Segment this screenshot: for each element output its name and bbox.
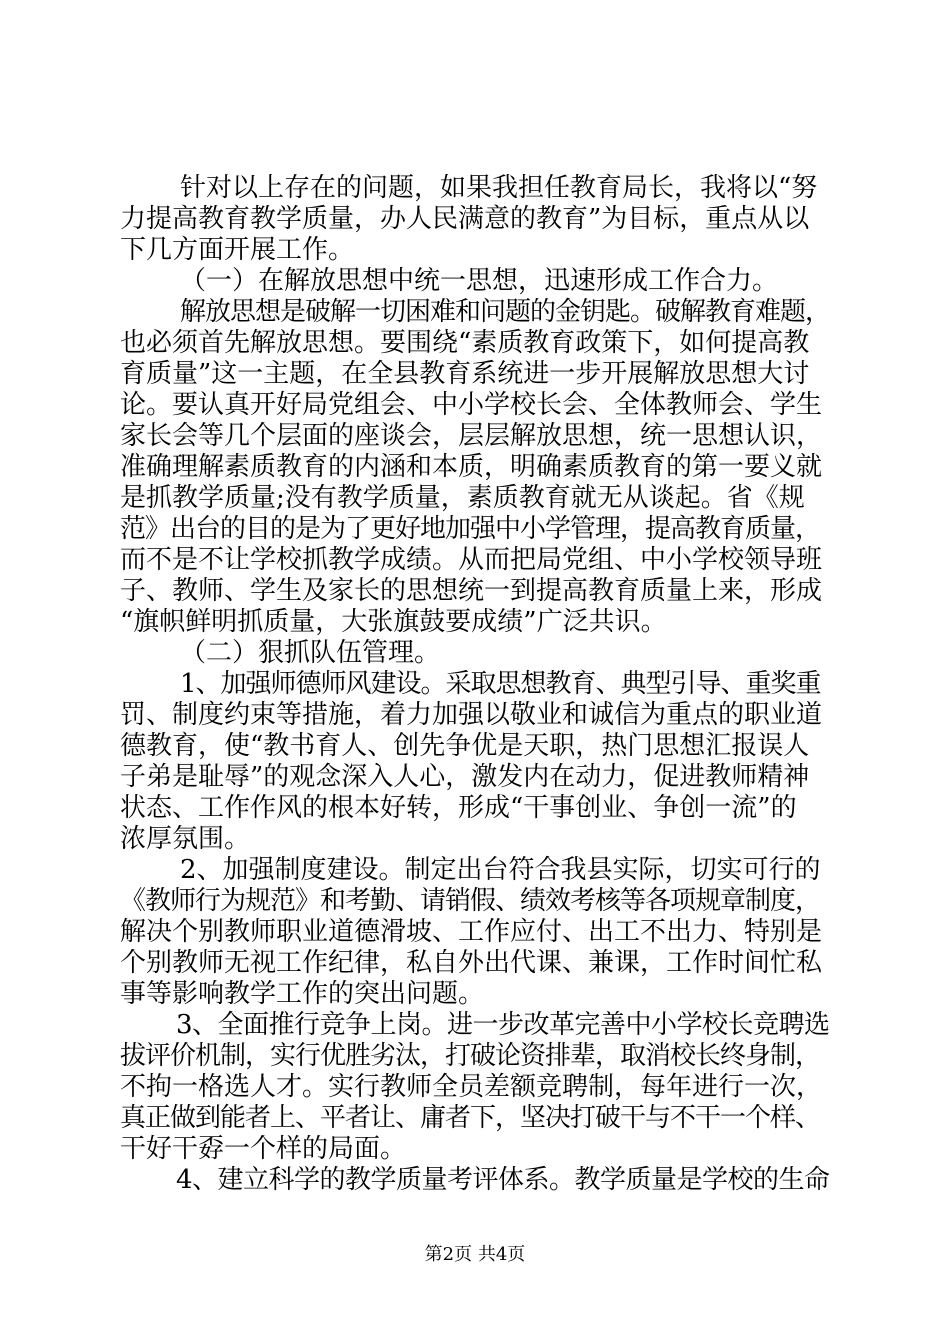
- text-line: 德教育，使“教书育人、创先争优是天职，热门思想汇报误人: [120, 731, 810, 761]
- text-line: 不拘一格选人才。实行教师全员差额竞聘制，每年进行一次，: [120, 1072, 823, 1102]
- section-heading: （一）在解放思想中统一思想，迅速形成工作合力。: [180, 266, 779, 296]
- text-line: 也必须首先解放思想。要围绕“素质教育政策下，如何提高教: [120, 328, 810, 358]
- text-line: 是抓教学质量;没有教学质量，素质教育就无从谈起。省《规: [120, 483, 805, 513]
- text-line: 真正做到能者上、平者让、庸者下，坚决打破干与不干一个样、: [120, 1103, 821, 1133]
- text-line: 个别教师无视工作纪律，私自外出代课、兼课，工作时间忙私: [120, 948, 823, 978]
- text-line: 解决个别教师职业道德滑坡、工作应付、出工不出力、特别是: [120, 917, 823, 947]
- text-line: “旗帜鲜明抓质量，大张旗鼓要成绩”广泛共识。: [120, 607, 667, 637]
- text-line: 干好干孬一个样的局面。: [120, 1134, 407, 1164]
- text-line: 1、加强师德师风建设。采取思想教育、典型引导、重奖重: [180, 669, 821, 699]
- text-line: 2、加强制度建设。制定出台符合我县实际，切实可行的: [180, 855, 821, 885]
- text-line: 浓厚氛围。: [120, 824, 251, 854]
- text-line: 状态、工作作风的根本好转，形成“干事创业、争创一流”的: [120, 793, 797, 823]
- text-line: 育质量”这一主题，在全县教育系统进一步开展解放思想大讨: [120, 359, 810, 389]
- text-line: 解放思想是破解一切困难和问题的金钥匙。破解教育难题，: [180, 297, 831, 327]
- text-line: 家长会等几个层面的座谈会，层层解放思想，统一思想认识，: [120, 421, 823, 451]
- text-line: 而不是不让学校抓教学成绩。从而把局党组、中小学校领导班: [120, 545, 823, 575]
- text-line: 子、教师、学生及家长的思想统一到提高教育质量上来，形成: [120, 576, 823, 606]
- text-line: 4、建立科学的教学质量考评体系。教学质量是学校的生命: [176, 1165, 830, 1195]
- text-line: 力提高教育教学质量，办人民满意的教育”为目标，重点从以: [120, 204, 810, 234]
- text-line: 子弟是耻辱”的观念深入人心，激发内在动力，促进教师精神: [120, 762, 810, 792]
- text-line: 3、全面推行竞争上岗。进一步改革完善中小学校长竞聘选: [176, 1010, 830, 1040]
- section-heading: （二）狠抓队伍管理。: [180, 638, 441, 668]
- text-line: 事等影响教学工作的突出问题。: [120, 979, 485, 1009]
- text-line: 论。要认真开好局党组会、中小学校长会、全体教师会、学生: [120, 390, 823, 420]
- text-line: 罚、制度约束等措施，着力加强以敬业和诚信为重点的职业道: [120, 700, 823, 730]
- document-body: [120, 173, 832, 1196]
- text-line: 拔评价机制，实行优胜劣汰，打破论资排辈，取消校长终身制，: [120, 1041, 821, 1071]
- text-line: 下几方面开展工作。: [120, 235, 355, 265]
- text-line: 针对以上存在的问题，如果我担任教育局长，我将以“努: [180, 173, 818, 203]
- text-line: 准确理解素质教育的内涵和本质，明确素质教育的第一要义就: [120, 452, 823, 482]
- text-line: 《教师行为规范》和考勤、请销假、绩效考核等各项规章制度，: [120, 886, 821, 916]
- page-footer: 第2页 共4页: [424, 1244, 526, 1265]
- text-line: 范》出台的目的是为了更好地加强中小学管理，提高教育质量，: [120, 514, 821, 544]
